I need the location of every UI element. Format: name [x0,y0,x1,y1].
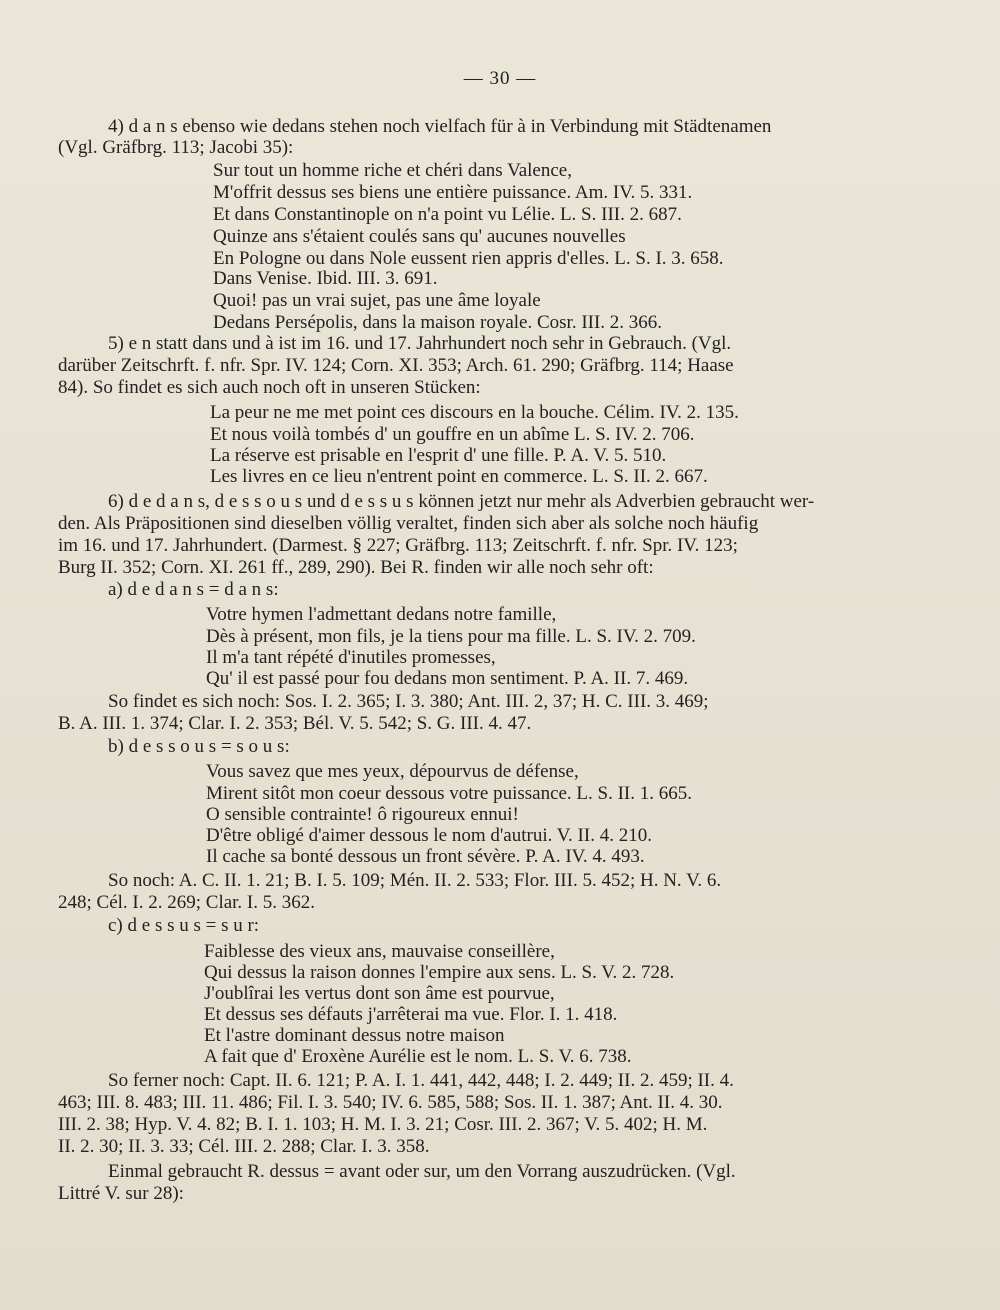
text-line: 6) d e d a n s, d e s s o u s und d e s s u s können jetzt nur mehr als Adverbien gebraucht wer- [108,491,815,512]
verse-line: D'être obligé d'aimer dessous le nom d'autrui. V. II. 4. 210. [206,825,652,846]
verse-line: Dans Venise. Ibid. III. 3. 691. [213,268,438,289]
verse-line: Il cache sa bonté dessous un front sévère. P. A. IV. 4. 493. [206,846,645,867]
text-line: 84). So findet es sich auch noch oft in unseren Stücken: [58,377,481,398]
verse-line: M'offrit dessus ses biens une entière puissance. Am. IV. 5. 331. [213,182,693,203]
verse-line: A fait que d' Eroxène Aurélie est le nom. L. S. V. 6. 738. [204,1046,632,1067]
verse-line: J'oublîrai les vertus dont son âme est pourvue, [204,983,555,1004]
text-line: B. A. III. 1. 374; Clar. I. 2. 353; Bél. V. 5. 542; S. G. III. 4. 47. [58,713,532,734]
text-line: Einmal gebraucht R. dessus = avant oder sur, um den Vorrang auszudrücken. (Vgl. [108,1161,736,1182]
verse-line: Qu' il est passé pour fou dedans mon sentiment. P. A. II. 7. 469. [206,668,689,689]
text-line: 463; III. 8. 483; III. 11. 486; Fil. I. 3. 540; IV. 6. 585, 588; Sos. II. 1. 387; Ant. II. 4. 30. [58,1092,723,1113]
verse-line: La réserve est prisable en l'esprit d' une fille. P. A. V. 5. 510. [210,445,667,466]
verse-line: Quoi! pas un vrai sujet, pas une âme loyale [213,290,541,311]
text-line: Burg II. 352; Corn. XI. 261 ff., 289, 290). Bei R. finden wir alle noch sehr oft: [58,557,654,578]
verse-line: Et dessus ses défauts j'arrêterai ma vue. Flor. I. 1. 418. [204,1004,618,1025]
verse-line: O sensible contrainte! ô rigoureux ennui! [206,804,519,825]
verse-line: En Pologne ou dans Nole eussent rien appris d'elles. L. S. I. 3. 658. [213,248,724,269]
text-line: III. 2. 38; Hyp. V. 4. 82; B. I. 1. 103; H. M. I. 3. 21; Cosr. III. 2. 367; V. 5. 402; H. M. [58,1114,708,1135]
verse-line: Dedans Persépolis, dans la maison royale. Cosr. III. 2. 366. [213,312,663,333]
verse-line: Quinze ans s'étaient coulés sans qu' aucunes nouvelles [213,226,626,247]
text-line: 4) d a n s ebenso wie dedans stehen noch vielfach für à in Verbindung mit Städtenamen [108,116,772,137]
text-line: (Vgl. Gräfbrg. 113; Jacobi 35): [58,137,294,158]
verse-line: Mirent sitôt mon coeur dessous votre puissance. L. S. II. 1. 665. [206,783,693,804]
text-line: im 16. und 17. Jahrhundert. (Darmest. § 227; Gräfbrg. 113; Zeitschrft. f. nfr. Spr. IV. 123; [58,535,738,556]
verse-line: Faiblesse des vieux ans, mauvaise conseillère, [204,941,555,962]
verse-line: Sur tout un homme riche et chéri dans Valence, [213,160,572,181]
page-number: — 30 — [463,68,537,89]
verse-line: Votre hymen l'admettant dedans notre famille, [206,604,557,625]
text-line: II. 2. 30; II. 3. 33; Cél. III. 2. 288; Clar. I. 3. 358. [58,1136,430,1157]
text-line: Littré V. sur 28): [58,1183,184,1204]
text-line: So noch: A. C. II. 1. 21; B. I. 5. 109; Mén. II. 2. 533; Flor. III. 5. 452; H. N. V. 6. [108,870,722,891]
subsection-heading: a) d e d a n s = d a n s: [108,579,279,600]
verse-line: Et l'astre dominant dessus notre maison [204,1025,505,1046]
text-line: 248; Cél. I. 2. 269; Clar. I. 5. 362. [58,892,316,913]
text-line: den. Als Präpositionen sind dieselben völlig veraltet, finden sich aber als solche noch häufig [58,513,759,534]
verse-line: Et nous voilà tombés d' un gouffre en un abîme L. S. IV. 2. 706. [210,424,695,445]
verse-line: Vous savez que mes yeux, dépourvus de défense, [206,761,579,782]
verse-line: La peur ne me met point ces discours en la bouche. Célim. IV. 2. 135. [210,402,739,423]
text-line: So ferner noch: Capt. II. 6. 121; P. A. I. 1. 441, 442, 448; I. 2. 449; II. 2. 459; II. 4. [108,1070,734,1091]
verse-line: Les livres en ce lieu n'entrent point en commerce. L. S. II. 2. 667. [210,466,708,487]
subsection-heading: b) d e s s o u s = s o u s: [108,736,290,757]
subsection-heading: c) d e s s u s = s u r: [108,915,260,936]
text-line: So findet es sich noch: Sos. I. 2. 365; I. 3. 380; Ant. III. 2, 37; H. C. III. 3. 469; [108,691,709,712]
verse-line: Qui dessus la raison donnes l'empire aux sens. L. S. V. 2. 728. [204,962,675,983]
verse-line: Il m'a tant répété d'inutiles promesses, [206,647,496,668]
text-line: 5) e n statt dans und à ist im 16. und 17. Jahrhundert noch sehr in Gebrauch. (Vgl. [108,333,732,354]
verse-line: Et dans Constantinople on n'a point vu Lélie. L. S. III. 2. 687. [213,204,682,225]
text-line: darüber Zeitschrft. f. nfr. Spr. IV. 124; Corn. XI. 353; Arch. 61. 290; Gräfbrg. 114; Haase [58,355,734,376]
verse-line: Dès à présent, mon fils, je la tiens pour ma fille. L. S. IV. 2. 709. [206,626,696,647]
